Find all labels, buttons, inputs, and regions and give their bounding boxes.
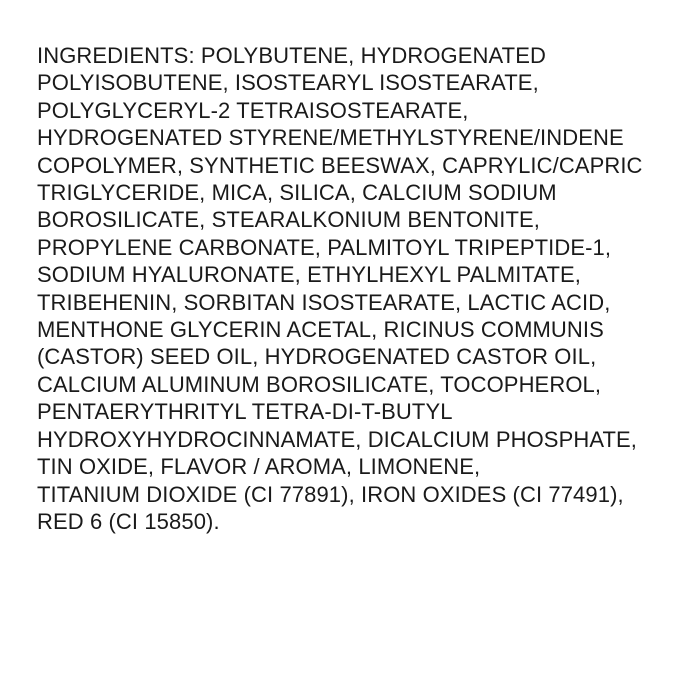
- ingredients-text-block: [37, 42, 657, 535]
- ingredients-line: POLYISOBUTENE, ISOSTEARYL ISOSTEARATE,: [37, 70, 539, 96]
- ingredients-line: TRIBEHENIN, SORBITAN ISOSTEARATE, LACTIC ACID,: [37, 289, 611, 315]
- ingredients-line: PENTAERYTHRITYL TETRA-DI-T-BUTYL: [37, 399, 453, 425]
- ingredients-line: TRIGLYCERIDE, MICA, SILICA, CALCIUM SODIUM: [37, 180, 557, 206]
- ingredients-line: RED 6 (CI 15850).: [37, 508, 220, 534]
- ingredients-line: TIN OXIDE, FLAVOR / AROMA, LIMONENE,: [37, 454, 481, 480]
- ingredients-line: PROPYLENE CARBONATE, PALMITOYL TRIPEPTIDE-1,: [37, 234, 612, 260]
- ingredients-line: (CASTOR) SEED OIL, HYDROGENATED CASTOR OIL,: [37, 344, 597, 370]
- ingredients-line: HYDROXYHYDROCINNAMATE, DICALCIUM PHOSPHATE,: [37, 426, 637, 452]
- ingredients-line: POLYGLYCERYL-2 TETRAISOSTEARATE,: [37, 97, 469, 123]
- ingredients-line: TITANIUM DIOXIDE (CI 77891), IRON OXIDES (CI 77491),: [37, 481, 624, 507]
- ingredients-line: SODIUM HYALURONATE, ETHYLHEXYL PALMITATE,: [37, 262, 582, 288]
- ingredients-line: BOROSILICATE, STEARALKONIUM BENTONITE,: [37, 207, 540, 233]
- ingredients-line: CALCIUM ALUMINUM BOROSILICATE, TOCOPHEROL,: [37, 371, 602, 397]
- ingredients-line: HYDROGENATED STYRENE/METHYLSTYRENE/INDENE: [37, 125, 624, 151]
- ingredients-line: COPOLYMER, SYNTHETIC BEESWAX, CAPRYLIC/CAPRIC: [37, 152, 643, 178]
- ingredients-line: MENTHONE GLYCERIN ACETAL, RICINUS COMMUNIS: [37, 317, 604, 343]
- ingredients-line: INGREDIENTS: POLYBUTENE, HYDROGENATED: [37, 43, 546, 68]
